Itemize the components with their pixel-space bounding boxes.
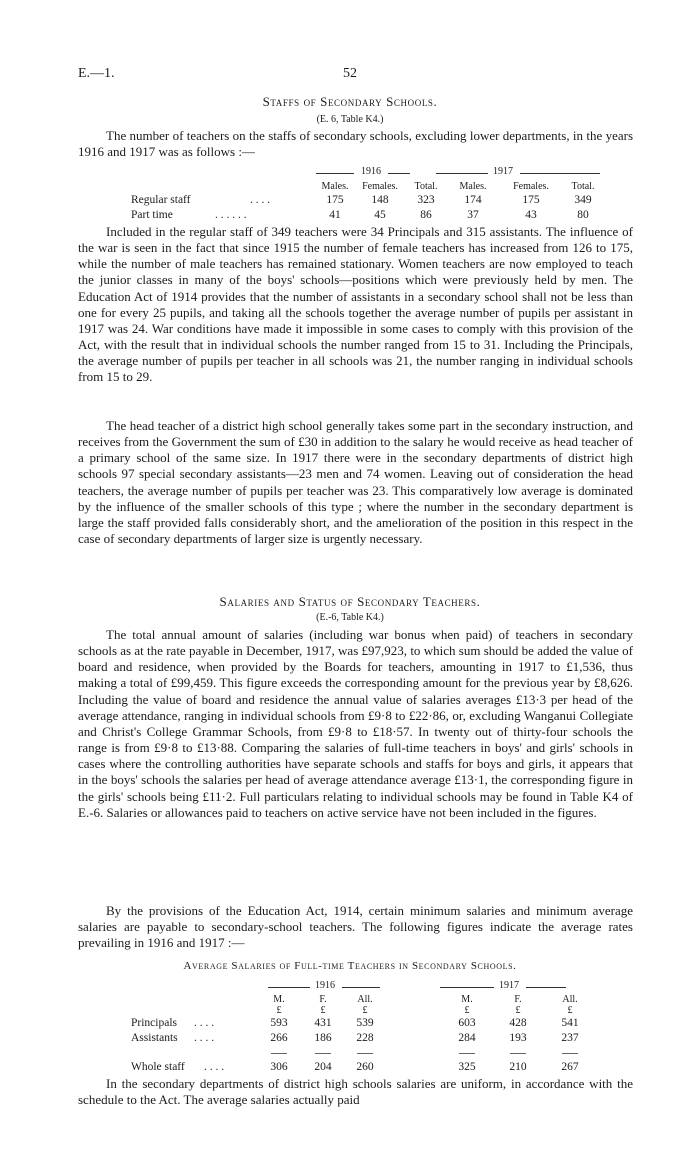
table-cell: 431: [314, 1017, 332, 1029]
table-cell: 45: [374, 209, 386, 221]
row-leader-dots: . . . . . .: [215, 209, 247, 221]
table-cell: 175: [522, 194, 540, 206]
col-header: Total.: [414, 181, 438, 192]
table-cell: 86: [420, 209, 432, 221]
section-ref-salaries: (E.-6, Table K4.): [316, 612, 384, 623]
table-cell: 593: [270, 1017, 288, 1029]
currency-unit: £: [515, 1005, 521, 1016]
col-header: M.: [461, 994, 473, 1005]
sum-rule: [459, 1053, 475, 1054]
salaries-paragraph-1: The total annual amount of salaries (including war bonus when paid) of teachers in secondary schools as at the rate payable in December, 1917, was £97,923, to which sum should be added the value of board and residence, when provided by the Boards for teachers, amounting in 1917 to £1,536, thus making a total of £99,459. This figure exceeds the corresponding amount for the previous year by £8,626. Including the value of board and residence the annual value of salaries averages £13·3 per head of the average attendance, ranging in individual schools from £9·8 to £22·86, or, excluding Wanganui Collegiate and Christ's College Grammar Schools, from £9·8 to £18·57. In twenty out of thirty-four schools the range is from £9·8 to £13·88. Comparing the salaries of full-time teachers in boys' and girls' schools in cases where the controlling authorities have separate schools and staffs for boys and girls, it appears that in the boys' schools the salaries per head of average attendance average £13·1, the corresponding figure in the girls' schools being £11·2. Full particulars relating to individual schools may be found in Table K4 of E.-6. Salaries or allowances paid to teachers on active service have not been included in the figures.: [78, 627, 633, 820]
section-title-salaries: Salaries and Status of Secondary Teachers.: [219, 594, 481, 609]
table-cell: 284: [458, 1032, 476, 1044]
currency-unit: £: [276, 1005, 282, 1016]
table-cell: 267: [561, 1061, 579, 1073]
table-cell: 186: [314, 1032, 332, 1044]
year-1917: 1917: [499, 980, 519, 991]
table-cell: 428: [509, 1017, 527, 1029]
table-cell: 266: [270, 1032, 288, 1044]
page-number: 52: [343, 66, 357, 81]
table-cell: 349: [574, 194, 592, 206]
sum-rule: [315, 1053, 331, 1054]
table-cell: 260: [356, 1061, 374, 1073]
table-cell: 80: [577, 209, 589, 221]
row-label: Regular staff: [131, 194, 191, 206]
staffs-paragraph-2: The head teacher of a district high school generally takes some part in the secondary instruction, and receives from the Government the sum of £30 in addition to the salary he would receive as head teacher of a primary school of the same size. In 1917 there were in the secondary departments of district high schools 97 special secondary assistants—23 men and 74 women. Leaving out of consideration the head teachers, the average number of pupils per teacher was 23. This comparatively low average is dominated by the influence of the smaller schools of this type ; where the number in the secondary department is large the staff provided falls considerably short, and the amelioration of the position in this respect in the case of secondary departments of larger size is urgently necessary.: [78, 418, 633, 547]
col-header: F.: [514, 994, 522, 1005]
year-1916: 1916: [315, 980, 335, 991]
table-cell: 325: [458, 1061, 476, 1073]
table-cell: 539: [356, 1017, 374, 1029]
col-header: Females.: [513, 181, 549, 192]
table-cell: 603: [458, 1017, 476, 1029]
table-cell: 37: [467, 209, 479, 221]
year-1917: 1917: [493, 166, 513, 177]
table-cell: 174: [464, 194, 482, 206]
table-cell: 148: [371, 194, 389, 206]
table-cell: 210: [509, 1061, 527, 1073]
sum-rule: [562, 1053, 578, 1054]
salaries-paragraph-2: By the provisions of the Education Act, 1914, certain minimum salaries and minimum average salaries are payable to secondary-school teachers. The following figures indicate the average rates prevailing in 1916 and 1917 :—: [78, 903, 633, 951]
row-label: Principals: [131, 1017, 177, 1029]
table-cell: 306: [270, 1061, 288, 1073]
currency-unit: £: [567, 1005, 573, 1016]
table-cell: 237: [561, 1032, 579, 1044]
table-cell: 193: [509, 1032, 527, 1044]
section-title-staffs: Staffs of Secondary Schools.: [262, 94, 438, 109]
table-cell: 541: [561, 1017, 579, 1029]
salaries-paragraph-3: In the secondary departments of district high schools salaries are uniform, in accordance with the schedule to the Act. The average salaries actually paid: [78, 1076, 633, 1108]
row-label: Assistants: [131, 1032, 178, 1044]
table-cell: 175: [326, 194, 344, 206]
col-header: F.: [319, 994, 327, 1005]
table-cell: 204: [314, 1061, 332, 1073]
currency-unit: £: [464, 1005, 470, 1016]
currency-unit: £: [320, 1005, 326, 1016]
year-1916: 1916: [361, 166, 381, 177]
page-reference: E.—1.: [78, 66, 115, 81]
table-cell: 323: [417, 194, 435, 206]
staffs-paragraph-1: Included in the regular staff of 349 teachers were 34 Principals and 315 assistants. The influence of the war is seen in the fact that since 1915 the number of female teachers has increased from 126 to 175, while the number of male teachers has remained stationary. Women teachers are now employed to teach the junior classes in many of the boys' schools—positions which were previously held by men. The Education Act of 1914 provides that the number of assistants in a secondary school shall not be less than one for every 25 pupils, and taking all the schools together the average number of pupils per assistant in 1917 was 24. War conditions have made it impossible in some cases to comply with this provision of the Act, with the result that in individual schools the number ranged from 15 to 31. Including the Principals, the average number of pupils per teacher in all schools was 21, the number ranging in individual schools from 15 to 29.: [78, 224, 633, 385]
row-label: Part time: [131, 209, 173, 221]
table-cell: 228: [356, 1032, 374, 1044]
sum-rule: [510, 1053, 526, 1054]
row-leader-dots: . . . .: [194, 1017, 215, 1029]
table-cell: 41: [329, 209, 341, 221]
col-header: M.: [273, 994, 285, 1005]
sum-rule: [271, 1053, 287, 1054]
col-header: Males.: [459, 181, 487, 192]
col-header: All.: [562, 994, 578, 1005]
row-leader-dots: . . . .: [250, 194, 271, 206]
table-title: Average Salaries of Full-time Teachers in Secondary Schools.: [183, 960, 517, 972]
col-header: All.: [357, 994, 373, 1005]
table-cell: 43: [525, 209, 537, 221]
col-header: Males.: [321, 181, 349, 192]
section-ref-staffs: (E. 6, Table K4.): [316, 114, 384, 125]
sum-rule: [357, 1053, 373, 1054]
staffs-intro: The number of teachers on the staffs of secondary schools, excluding lower departments, in the years 1916 and 1917 was as follows :—: [78, 128, 633, 160]
col-header: Total.: [571, 181, 595, 192]
row-label: Whole staff: [131, 1061, 185, 1073]
row-leader-dots: . . . .: [204, 1061, 225, 1073]
currency-unit: £: [362, 1005, 368, 1016]
col-header: Females.: [362, 181, 398, 192]
row-leader-dots: . . . .: [194, 1032, 215, 1044]
